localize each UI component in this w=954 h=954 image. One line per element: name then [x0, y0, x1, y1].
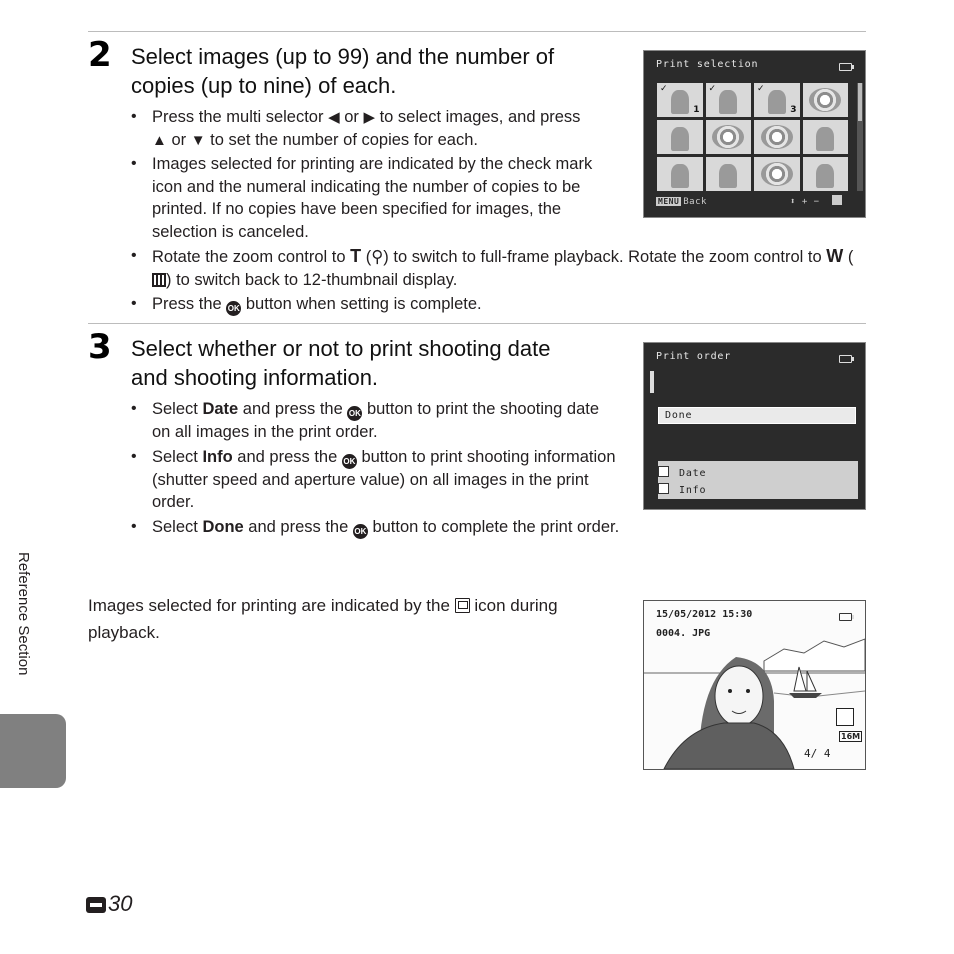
step-2-heading-line1: Select images (up to 99) and the number of — [131, 44, 555, 69]
info-option[interactable]: Info — [658, 483, 706, 496]
thumbnail-grid — [657, 83, 851, 191]
thumbnail — [803, 157, 849, 191]
done-option[interactable]: Done — [658, 407, 856, 424]
magnifier-icon: ⚲ — [371, 248, 384, 266]
step-3-heading-line1: Select whether or not to print shooting date — [131, 336, 551, 361]
thumbnail — [754, 120, 800, 154]
frame-counter: 4/ 4 — [804, 747, 831, 760]
scroll-indicator — [650, 371, 654, 393]
step-3-heading — [131, 334, 621, 392]
thumbnail — [754, 157, 800, 191]
date-option[interactable]: Date — [658, 466, 706, 479]
thumbnail: ✓ 3 — [754, 83, 800, 117]
image-mode-icon: 16M — [841, 732, 861, 741]
screen-title: Print selection — [656, 59, 759, 70]
list-item: • Select Info and press the OK button to print shooting information (shutter speed and aperture value) on all images in the print order. — [131, 446, 621, 514]
down-arrow-icon: ▼ — [190, 131, 206, 149]
datetime-readout: 15/05/2012 15:30 — [656, 609, 753, 620]
battery-icon — [839, 63, 852, 71]
page-number: 30 — [86, 891, 132, 917]
battery-icon — [839, 613, 852, 621]
step-2-heading-line2: copies (up to nine) of each. — [131, 73, 397, 98]
thumbnail — [706, 120, 752, 154]
list-item: • Select Done and press the OK button to complete the print order. — [131, 516, 621, 539]
thumbnail — [657, 120, 703, 154]
thumbnail — [706, 157, 752, 191]
thumbnail: ✓ 1 — [657, 83, 703, 117]
section-label: Reference Section — [15, 552, 32, 676]
right-arrow-icon: ▶ — [363, 109, 375, 126]
thumbnail — [706, 83, 752, 117]
list-item: • Select Date and press the OK button to print the shooting date on all images in the print order. — [131, 398, 621, 444]
copies-hint: ⬍ + − — [790, 195, 842, 207]
check-icon: ✓ — [660, 84, 668, 94]
print-selection-screen — [643, 50, 866, 218]
list-item: • Press the OK button when setting is complete. — [131, 293, 866, 316]
date-checkbox[interactable] — [658, 466, 669, 477]
list-item: • Rotate the zoom control to T (⚲) to switch to full-frame playback. Rotate the zoom control to W () to switch back to 12-thumbnail display. — [131, 245, 866, 291]
top-divider — [88, 31, 866, 32]
thumbnail — [803, 120, 849, 154]
zoom-wide-letter: W — [826, 246, 844, 266]
zoom-icon — [832, 195, 842, 205]
screen-title: Print order — [656, 351, 732, 362]
reference-section-icon — [86, 897, 106, 913]
up-arrow-icon: ▲ — [152, 131, 167, 149]
list-item: • Press the multi selector ◀ or ▶ to select images, and press ▲ or ▼ to set the number of copies for each. — [131, 106, 621, 151]
print-order-screen — [643, 342, 866, 510]
ok-button-icon: OK — [353, 524, 368, 539]
step-2-bullets-bottom — [131, 245, 866, 318]
ok-button-icon: OK — [226, 301, 241, 316]
step-3-number: 3 — [88, 327, 112, 367]
zoom-tele-letter: T — [350, 246, 362, 266]
thumbnail — [657, 157, 703, 191]
step-2-bullets-top — [131, 106, 621, 245]
ok-button-icon: OK — [347, 406, 362, 421]
back-hint: MENU Back — [658, 197, 707, 207]
playback-note: Images selected for printing are indicated by the icon during playback. — [88, 596, 558, 642]
filename-readout: 0004. JPG — [656, 628, 711, 639]
list-item: • Images selected for printing are indicated by the check mark icon and the numeral indicating the number of copies to be printed. If no copies have been specified for images, the selection is canceled. — [131, 153, 621, 243]
step-3-heading-line2: and shooting information. — [131, 365, 379, 390]
thumbnail — [803, 83, 849, 117]
left-arrow-icon: ◀ — [328, 109, 340, 126]
step-3-bullets — [131, 398, 621, 541]
ok-button-icon: OK — [342, 454, 357, 469]
section-tab — [0, 714, 66, 788]
menu-button-icon: MENU — [658, 197, 680, 206]
middle-divider — [88, 323, 866, 324]
check-icon: ✓ — [708, 84, 717, 94]
print-order-icon — [455, 598, 470, 613]
print-order-icon — [836, 708, 854, 726]
step-2-heading — [131, 42, 621, 100]
battery-icon — [839, 355, 852, 363]
check-icon: ✓ — [757, 84, 765, 94]
step-2-number: 2 — [88, 35, 112, 75]
playback-photo — [644, 601, 865, 769]
thumbnail-icon — [152, 273, 166, 287]
updown-icon: ⬍ — [790, 197, 796, 207]
playback-screen — [643, 600, 866, 770]
scrollbar-thumb — [858, 83, 862, 121]
info-checkbox[interactable] — [658, 483, 669, 494]
